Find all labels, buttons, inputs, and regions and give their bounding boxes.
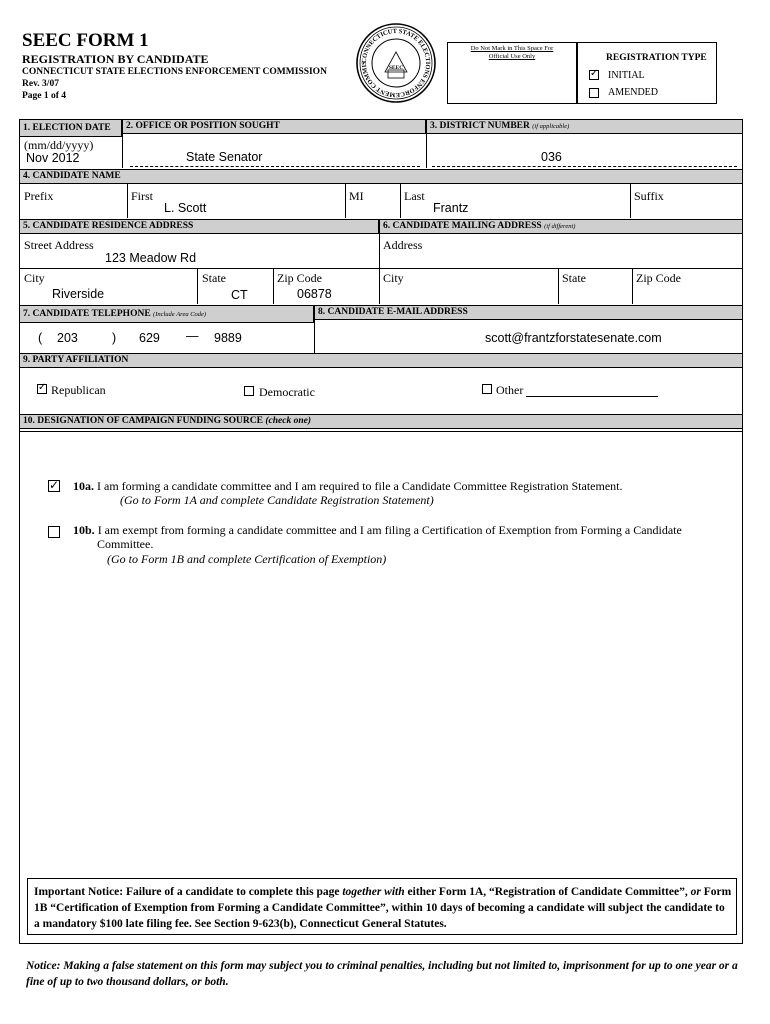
phone-prefix[interactable]: 629 (139, 331, 160, 345)
phone-separator: — (186, 329, 199, 343)
section-7-header: 7. CANDIDATE TELEPHONE (Include Area Code) (19, 305, 314, 323)
revision: Rev. 3/07 (22, 79, 59, 89)
election-date-hint: (mm/dd/yyyy) (24, 138, 94, 152)
phone-open-paren: ( (38, 331, 43, 345)
amended-checkbox[interactable] (589, 88, 599, 98)
section-6-header: 6. CANDIDATE MAILING ADDRESS (if different) (379, 219, 743, 234)
mailing-address-label: Address (383, 238, 423, 252)
option-10b-text: 10b. I am exempt from forming a candidate committee and I am filing a Certification of Exemption from Forming a Candidate (73, 523, 682, 537)
mi-label: MI (349, 189, 364, 203)
amended-label: AMENDED (608, 87, 658, 98)
zip-label: Zip Code (277, 271, 322, 285)
footer-notice: Notice: Making a false statement on this form may subject you to criminal penalties, including but not limited to, imprisonment for up to one year or a fine of up to two thousand dollars, or both. (26, 960, 738, 988)
email-value[interactable]: scott@frantzforstatesenate.com (485, 331, 662, 345)
section-9-header: 9. PARTY AFFILIATION (19, 353, 743, 368)
first-name-value[interactable]: L. Scott (164, 201, 207, 215)
democratic-label: Democratic (259, 385, 315, 399)
republican-label: Republican (51, 383, 106, 397)
state-label: State (202, 271, 226, 285)
democratic-checkbox[interactable] (244, 386, 254, 396)
phone-area-code[interactable]: 203 (57, 331, 78, 345)
option-10a-text: 10a. I am forming a candidate committee and I am required to file a Candidate Committee Registration Statement. (73, 479, 623, 493)
svg-text:SEEC: SEEC (388, 65, 404, 71)
section-10-header: 10. DESIGNATION OF CAMPAIGN FUNDING SOURCE (check one) (19, 414, 743, 429)
mailing-zip-label: Zip Code (636, 271, 681, 285)
other-blank-line[interactable] (526, 396, 658, 397)
street-label: Street Address (24, 238, 94, 252)
other-checkbox[interactable] (482, 384, 492, 394)
state-seal (355, 22, 437, 104)
city-label: City (24, 271, 45, 285)
zip-value[interactable]: 06878 (297, 287, 332, 301)
section-3-header: 3. DISTRICT NUMBER (if applicable) (426, 119, 743, 134)
important-notice-box: Important Notice: Failure of a candidate to complete this page together with either Form 1A, “Registration of Candidate Committee”, or Form 1B “Certification of Exemption from Forming a Candidate Committee”, within 10 days of becoming a candidate will subject the candidate to a mandatory $100 late filing fee. See Section 9-623(b), Connecticut General Statutes. (27, 878, 737, 935)
last-name-value[interactable]: Frantz (433, 201, 469, 215)
form-subtitle: REGISTRATION BY CANDIDATE (22, 52, 209, 66)
election-date-value[interactable]: Nov 2012 (26, 151, 80, 165)
option-10b-text-2: Committee. (97, 537, 154, 551)
district-value[interactable]: 036 (541, 150, 562, 164)
initial-checkbox[interactable]: ✓ (590, 68, 599, 79)
section-5-header: 5. CANDIDATE RESIDENCE ADDRESS (19, 219, 379, 234)
initial-label: INITIAL (608, 70, 645, 81)
office-use-text: Do Not Mark in This Space For Official Use Only (470, 45, 554, 60)
first-label: First (131, 189, 154, 203)
svg-text:CONNECTICUT STATE ELECTIONS EN: CONNECTICUT STATE ELECTIONS ENFORCEMENT COMMIS (360, 27, 432, 99)
commission-name: CONNECTICUT STATE ELECTIONS ENFORCEMENT COMMISSION (22, 67, 327, 77)
option-10a-checkbox[interactable]: ✓ (49, 478, 60, 492)
page-number: Page 1 of 4 (22, 91, 67, 101)
option-10a-sub: (Go to Form 1A and complete Candidate Registration Statement) (120, 493, 434, 507)
section-2-header: 2. OFFICE OR POSITION SOUGHT (122, 119, 426, 134)
phone-close-paren: ) (112, 331, 117, 345)
section-1-header: 1. ELECTION DATE (19, 119, 122, 137)
last-label: Last (404, 189, 425, 203)
phone-line[interactable]: 9889 (214, 331, 242, 345)
form-title: SEEC FORM 1 (22, 30, 149, 51)
other-label: Other (496, 383, 524, 397)
republican-checkbox[interactable]: ✓ (38, 382, 47, 393)
mailing-state-label: State (562, 271, 586, 285)
city-value[interactable]: Riverside (52, 287, 105, 301)
street-value[interactable]: 123 Meadow Rd (105, 251, 197, 265)
prefix-label: Prefix (24, 189, 54, 203)
option-10b-checkbox[interactable] (48, 526, 60, 538)
suffix-label: Suffix (634, 189, 664, 203)
option-10b-sub: (Go to Form 1B and complete Certification of Exemption) (107, 552, 387, 566)
section-8-header: 8. CANDIDATE E-MAIL ADDRESS (314, 305, 743, 320)
registration-type-title: REGISTRATION TYPE (606, 53, 707, 63)
section-4-header: 4. CANDIDATE NAME (19, 169, 743, 184)
office-value[interactable]: State Senator (186, 150, 263, 164)
state-value[interactable]: CT (231, 288, 248, 302)
mailing-city-label: City (383, 271, 404, 285)
